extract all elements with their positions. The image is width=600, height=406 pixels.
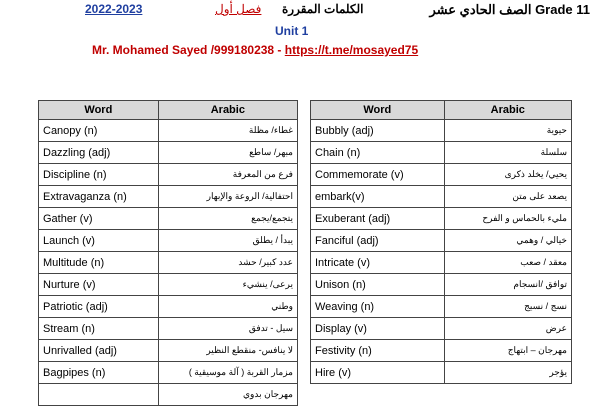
word-cell <box>39 384 159 406</box>
word-cell: Commemorate (v) <box>311 164 445 186</box>
arabic-cell: يتجمع/يجمع <box>158 208 297 230</box>
table-row <box>39 384 298 406</box>
arabic-cell: خيالي / وهمي <box>444 230 571 252</box>
arabic-cell: مهرجان – ابتهاج <box>444 340 571 362</box>
word-cell: Stream (n) <box>39 318 159 340</box>
arabic-cell: وطني <box>158 296 297 318</box>
teacher-link[interactable]: https://t.me/mosayed75 <box>284 43 419 57</box>
arabic-cell: عدد كبير/ حشد <box>158 252 297 274</box>
unit-title: Unit 1 <box>275 24 309 38</box>
word-cell: Unison (n) <box>311 274 445 296</box>
arabic-cell: غطاء/ مظلة <box>158 120 297 142</box>
arabic-cell: سيل - تدفق <box>158 318 297 340</box>
arabic-cell: مليء بالحماس و الفرح <box>444 208 571 230</box>
arabic-cell: نسج / نسيج <box>444 296 571 318</box>
word-cell: Exuberant (adj) <box>311 208 445 230</box>
arabic-cell: مهرجان بدوي <box>158 384 297 406</box>
word-cell: Gather (v) <box>39 208 159 230</box>
grade-title: الصف الحادي عشر Grade 11 <box>429 2 590 17</box>
table-row <box>311 274 572 296</box>
vocab-table-right <box>310 100 572 384</box>
table-row <box>311 318 572 340</box>
table-row <box>39 120 298 142</box>
word-cell: Intricate (v) <box>311 252 445 274</box>
vocab-table-left <box>38 100 298 406</box>
word-cell: Nurture (v) <box>39 274 159 296</box>
year-link[interactable]: 2022-2023 <box>85 2 143 16</box>
table-row <box>311 230 572 252</box>
column-header-word: Word <box>311 101 445 120</box>
term-link[interactable]: فصل أول <box>215 2 262 16</box>
table-row <box>39 362 298 384</box>
arabic-cell: مبهر/ ساطع <box>158 142 297 164</box>
arabic-cell: توافق /انسجام <box>444 274 571 296</box>
word-cell: Patriotic (adj) <box>39 296 159 318</box>
arabic-cell: سلسلة <box>444 142 571 164</box>
table-row <box>311 164 572 186</box>
table-row <box>311 120 572 142</box>
column-header-arabic: Arabic <box>444 101 571 120</box>
arabic-cell: يؤجر <box>444 362 571 384</box>
arabic-cell: لا ينافس- منقطع النظير <box>158 340 297 362</box>
table-row <box>39 142 298 164</box>
table-row <box>311 252 572 274</box>
table-row <box>311 296 572 318</box>
table-row <box>39 164 298 186</box>
arabic-cell: فرع من المعرفة <box>158 164 297 186</box>
table-row <box>311 362 572 384</box>
word-cell: Unrivalled (adj) <box>39 340 159 362</box>
table-row <box>39 274 298 296</box>
arabic-cell: يرعى/ ينشيء <box>158 274 297 296</box>
word-cell: embark(v) <box>311 186 445 208</box>
arabic-cell: عرض <box>444 318 571 340</box>
word-cell: Display (v) <box>311 318 445 340</box>
arabic-cell: احتفالية/ الروعة والإبهار <box>158 186 297 208</box>
arabic-cell: حيوية <box>444 120 571 142</box>
word-cell: Chain (n) <box>311 142 445 164</box>
word-cell: Discipline (n) <box>39 164 159 186</box>
arabic-cell: يصعد على متن <box>444 186 571 208</box>
arabic-cell: معقد / صعب <box>444 252 571 274</box>
word-cell: Dazzling (adj) <box>39 142 159 164</box>
column-header-arabic: Arabic <box>158 101 297 120</box>
table-row <box>39 208 298 230</box>
table-row <box>311 208 572 230</box>
word-cell: Fanciful (adj) <box>311 230 445 252</box>
teacher-name: Mr. Mohamed Sayed /999180238 - <box>92 43 282 57</box>
word-cell: Extravaganza (n) <box>39 186 159 208</box>
word-cell: Multitude (n) <box>39 252 159 274</box>
table-row <box>311 340 572 362</box>
table-row <box>311 186 572 208</box>
arabic-cell: يبدأ / يطلق <box>158 230 297 252</box>
word-cell: Bubbly (adj) <box>311 120 445 142</box>
table-row <box>39 230 298 252</box>
words-title: الكلمات المقررة <box>282 2 364 16</box>
word-cell: Bagpipes (n) <box>39 362 159 384</box>
table-row <box>39 296 298 318</box>
table-row <box>39 340 298 362</box>
word-cell: Weaving (n) <box>311 296 445 318</box>
table-row <box>311 142 572 164</box>
arabic-cell: يحيي/ يخلد ذكرى <box>444 164 571 186</box>
table-row <box>39 186 298 208</box>
arabic-cell: مزمار القربة ( آلة موسيقية ) <box>158 362 297 384</box>
word-cell: Hire (v) <box>311 362 445 384</box>
teacher-line <box>92 43 418 57</box>
column-header-word: Word <box>39 101 159 120</box>
word-cell: Canopy (n) <box>39 120 159 142</box>
word-cell: Launch (v) <box>39 230 159 252</box>
table-row <box>39 252 298 274</box>
header-bar <box>0 0 600 18</box>
table-row <box>39 318 298 340</box>
word-cell: Festivity (n) <box>311 340 445 362</box>
